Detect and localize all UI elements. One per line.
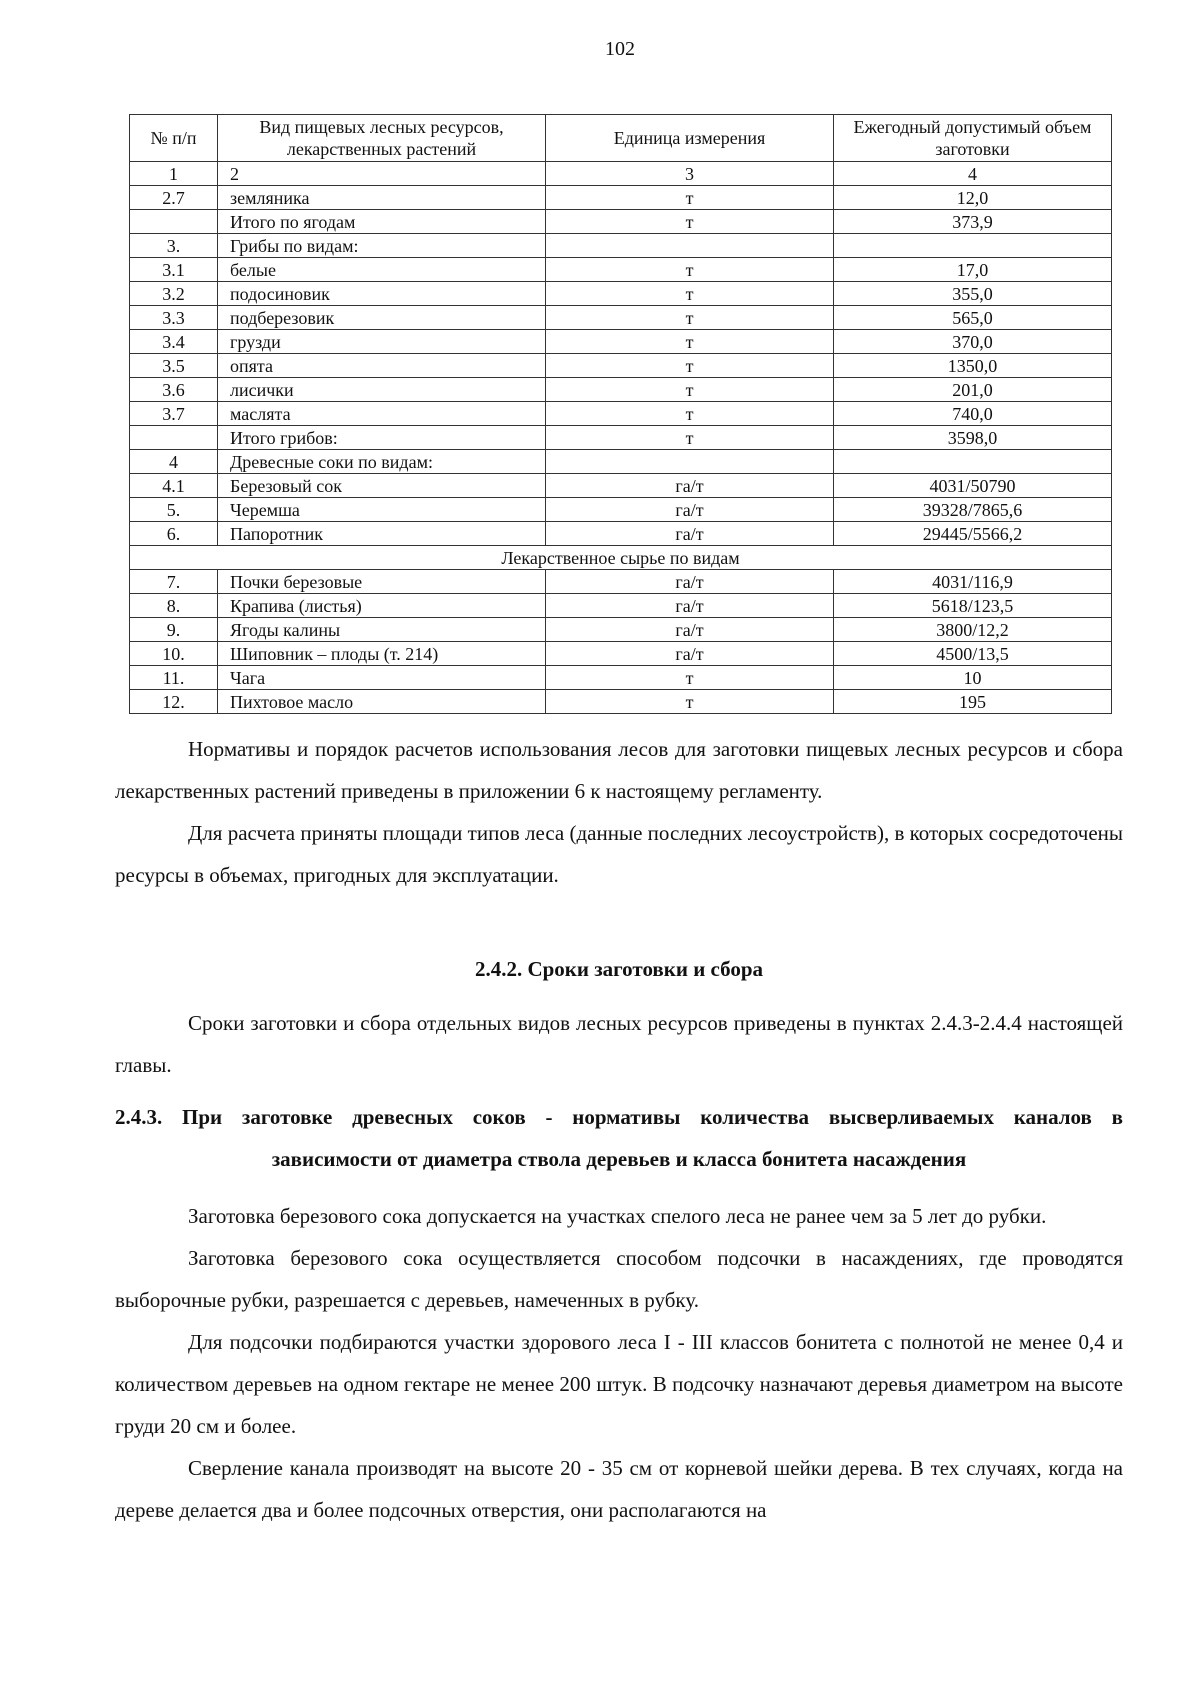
cell-number: 6. — [130, 522, 218, 546]
cell-number: 3.6 — [130, 378, 218, 402]
cell-resource: 2 — [218, 162, 546, 186]
cell-volume: 10 — [834, 666, 1112, 690]
cell-unit — [546, 234, 834, 258]
cell-resource: лисички — [218, 378, 546, 402]
cell-resource: белые — [218, 258, 546, 282]
table-row — [130, 378, 1112, 402]
cell-number — [130, 426, 218, 450]
heading-line-2: зависимости от диаметра ствола деревьев и класса бонитета насаждения — [271, 1147, 967, 1171]
resources-table — [129, 114, 1112, 714]
cell-number: 4.1 — [130, 474, 218, 498]
section-label: Лекарственное сырье по видам — [130, 546, 1112, 570]
cell-unit: га/т — [546, 474, 834, 498]
text-block-a — [115, 728, 1123, 896]
cell-number: 3.3 — [130, 306, 218, 330]
table-body — [130, 162, 1112, 714]
table-row — [130, 474, 1112, 498]
cell-resource: Итого грибов: — [218, 426, 546, 450]
table-row — [130, 186, 1112, 210]
header-annual-volume: Ежегодный допустимый объем заготовки — [834, 115, 1112, 162]
cell-number — [130, 210, 218, 234]
cell-resource: Грибы по видам: — [218, 234, 546, 258]
cell-resource: Папоротник — [218, 522, 546, 546]
header-number: № п/п — [130, 115, 218, 162]
table-header-row — [130, 115, 1112, 162]
cell-unit: 3 — [546, 162, 834, 186]
cell-volume: 12,0 — [834, 186, 1112, 210]
cell-unit: т — [546, 282, 834, 306]
paragraph: Для расчета приняты площади типов леса (данные последних лесоустройств), в которых сосредоточены ресурсы в объемах, пригодных для эксплуатации. — [115, 821, 1123, 887]
cell-number: 1 — [130, 162, 218, 186]
cell-resource: Ягоды калины — [218, 618, 546, 642]
cell-resource: подосиновик — [218, 282, 546, 306]
table-row — [130, 330, 1112, 354]
cell-resource: Пихтовое масло — [218, 690, 546, 714]
table-row — [130, 210, 1112, 234]
cell-resource: грузди — [218, 330, 546, 354]
table-row — [130, 282, 1112, 306]
cell-number: 11. — [130, 666, 218, 690]
cell-volume: 4 — [834, 162, 1112, 186]
cell-unit: т — [546, 330, 834, 354]
cell-unit: т — [546, 378, 834, 402]
cell-unit: т — [546, 666, 834, 690]
cell-resource: Березовый сок — [218, 474, 546, 498]
table-row — [130, 618, 1112, 642]
cell-volume: 5618/123,5 — [834, 594, 1112, 618]
section-heading-2-4-2: 2.4.2. Сроки заготовки и сбора — [474, 957, 764, 981]
table-section-row — [130, 546, 1112, 570]
cell-volume: 4500/13,5 — [834, 642, 1112, 666]
cell-resource: Итого по ягодам — [218, 210, 546, 234]
paragraph: Для подсочки подбираются участки здорового леса I - III классов бонитета с полнотой не менее 0,4 и количеством деревьев на одном гектаре не менее 200 штук. В подсочку назначают деревья диаметром на высоте груди 20 см и более. — [115, 1330, 1123, 1438]
section-heading-2-4-3 — [115, 1096, 1123, 1180]
table-row — [130, 402, 1112, 426]
cell-volume: 3598,0 — [834, 426, 1112, 450]
table-row — [130, 666, 1112, 690]
cell-unit: т — [546, 258, 834, 282]
cell-unit: т — [546, 354, 834, 378]
cell-resource: Почки березовые — [218, 570, 546, 594]
table-row — [130, 570, 1112, 594]
text-block-c — [115, 1195, 1123, 1531]
cell-number: 7. — [130, 570, 218, 594]
cell-number: 3.2 — [130, 282, 218, 306]
heading-line-1: 2.4.3. При заготовке древесных соков - нормативы количества высверливаемых каналов в — [115, 1105, 1123, 1129]
cell-unit: т — [546, 690, 834, 714]
cell-number: 8. — [130, 594, 218, 618]
cell-volume: 370,0 — [834, 330, 1112, 354]
cell-volume: 3800/12,2 — [834, 618, 1112, 642]
cell-number: 3.1 — [130, 258, 218, 282]
cell-resource: маслята — [218, 402, 546, 426]
cell-unit: т — [546, 306, 834, 330]
cell-volume: 355,0 — [834, 282, 1112, 306]
cell-volume: 17,0 — [834, 258, 1112, 282]
cell-resource: Чага — [218, 666, 546, 690]
cell-volume: 565,0 — [834, 306, 1112, 330]
paragraph: Нормативы и порядок расчетов использования лесов для заготовки пищевых лесных ресурсов и сбора лекарственных растений приведены в приложении 6 к настоящему регламенту. — [115, 737, 1123, 803]
cell-resource: подберезовик — [218, 306, 546, 330]
paragraph: Сверление канала производят на высоте 20 - 35 см от корневой шейки дерева. В тех случаях, когда на дереве делается два и более подсочных отверстия, они располагаются на — [115, 1456, 1123, 1522]
header-resource-type: Вид пищевых лесных ресурсов, лекарственных растений — [218, 115, 546, 162]
cell-number: 10. — [130, 642, 218, 666]
cell-volume: 39328/7865,6 — [834, 498, 1112, 522]
cell-unit: га/т — [546, 618, 834, 642]
cell-volume: 195 — [834, 690, 1112, 714]
table-row — [130, 450, 1112, 474]
cell-number: 3. — [130, 234, 218, 258]
cell-unit: т — [546, 426, 834, 450]
table-row — [130, 522, 1112, 546]
cell-number: 3.4 — [130, 330, 218, 354]
cell-number: 4 — [130, 450, 218, 474]
paragraph: Сроки заготовки и сбора отдельных видов лесных ресурсов приведены в пунктах 2.4.3-2.4.4 настоящей главы. — [115, 1011, 1123, 1077]
cell-volume: 1350,0 — [834, 354, 1112, 378]
cell-unit: т — [546, 210, 834, 234]
cell-unit: т — [546, 402, 834, 426]
cell-volume: 29445/5566,2 — [834, 522, 1112, 546]
cell-volume: 373,9 — [834, 210, 1112, 234]
table-row — [130, 642, 1112, 666]
cell-unit: га/т — [546, 570, 834, 594]
table-row — [130, 426, 1112, 450]
table-row — [130, 690, 1112, 714]
cell-resource: Шиповник – плоды (т. 214) — [218, 642, 546, 666]
cell-unit: га/т — [546, 498, 834, 522]
table-row — [130, 234, 1112, 258]
text-block-b — [115, 1002, 1123, 1086]
table-index-row — [130, 162, 1112, 186]
table-row — [130, 306, 1112, 330]
cell-volume — [834, 234, 1112, 258]
cell-number: 9. — [130, 618, 218, 642]
cell-resource: Крапива (листья) — [218, 594, 546, 618]
cell-number: 3.7 — [130, 402, 218, 426]
paragraph: Заготовка березового сока допускается на участках спелого леса не ранее чем за 5 лет до рубки. — [188, 1204, 1047, 1228]
cell-volume: 201,0 — [834, 378, 1112, 402]
cell-unit: га/т — [546, 594, 834, 618]
cell-volume: 4031/50790 — [834, 474, 1112, 498]
cell-resource: Черемша — [218, 498, 546, 522]
cell-unit: т — [546, 186, 834, 210]
table-row — [130, 354, 1112, 378]
cell-number: 12. — [130, 690, 218, 714]
cell-number: 5. — [130, 498, 218, 522]
cell-number: 2.7 — [130, 186, 218, 210]
cell-resource: опята — [218, 354, 546, 378]
cell-unit: га/т — [546, 642, 834, 666]
page-number: 102 — [605, 38, 635, 60]
header-unit: Единица измерения — [546, 115, 834, 162]
cell-resource: Древесные соки по видам: — [218, 450, 546, 474]
cell-volume: 4031/116,9 — [834, 570, 1112, 594]
cell-resource: земляника — [218, 186, 546, 210]
cell-volume: 740,0 — [834, 402, 1112, 426]
table-row — [130, 498, 1112, 522]
table-row — [130, 258, 1112, 282]
cell-volume — [834, 450, 1112, 474]
cell-unit: га/т — [546, 522, 834, 546]
table-row — [130, 594, 1112, 618]
paragraph: Заготовка березового сока осуществляется способом подсочки в насаждениях, где проводятся выборочные рубки, разрешается с деревьев, намеченных в рубку. — [115, 1246, 1123, 1312]
cell-unit — [546, 450, 834, 474]
cell-number: 3.5 — [130, 354, 218, 378]
